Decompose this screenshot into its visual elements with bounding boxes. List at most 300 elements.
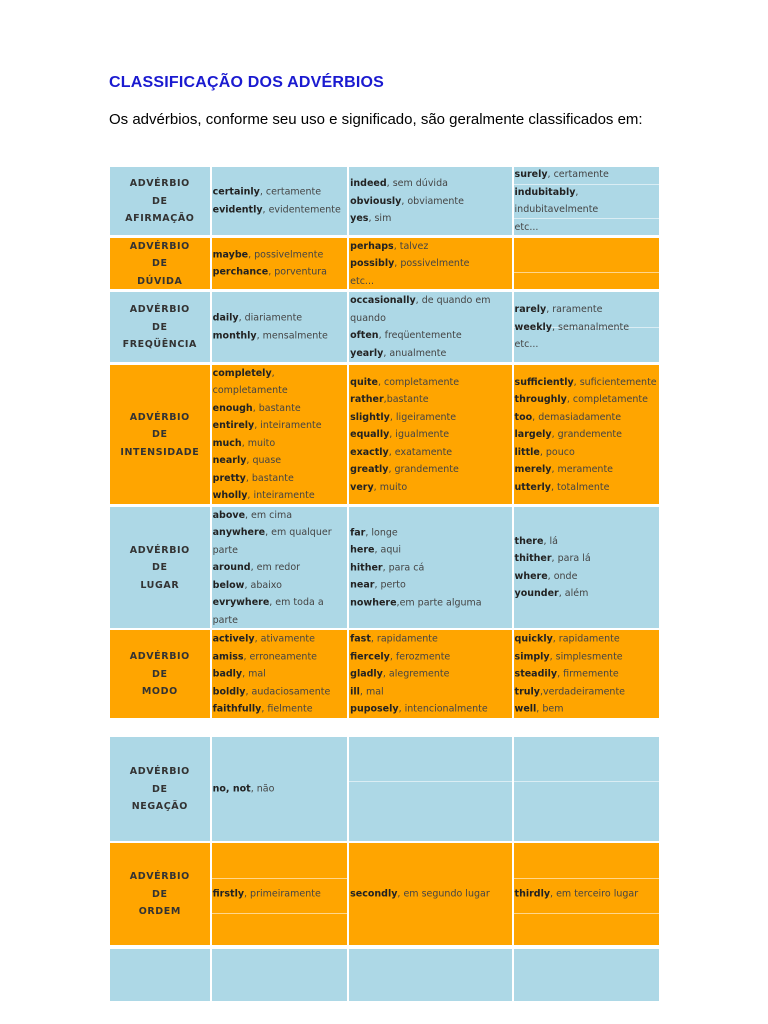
adverb-list bbox=[515, 533, 659, 603]
adverb-entry bbox=[213, 594, 348, 628]
adverb-meaning: , para lá bbox=[551, 553, 591, 564]
adverb-word: thirdly bbox=[514, 888, 551, 900]
adverb-word: exactly bbox=[350, 446, 389, 458]
adverb-meaning: , completamente bbox=[566, 393, 648, 405]
adverb-word: puposely bbox=[350, 703, 399, 715]
adverb-word: maybe bbox=[212, 249, 249, 260]
adverb-meaning: , rapidamente bbox=[552, 633, 620, 645]
category-label-line: NEGAÇÃO bbox=[131, 800, 188, 812]
category-cell bbox=[110, 238, 210, 289]
adverb-word: yes bbox=[350, 212, 369, 224]
adverb-entry bbox=[350, 408, 511, 426]
adverb-entry bbox=[213, 780, 348, 798]
adverb-meaning: , muito bbox=[241, 437, 276, 449]
adverb-word: greatly bbox=[350, 463, 389, 475]
adverb-word: below bbox=[212, 579, 245, 591]
adverb-meaning: , evidentemente bbox=[262, 204, 341, 215]
adverb-meaning: , certamente bbox=[547, 169, 609, 180]
adverb-meaning: , firmemente bbox=[557, 668, 619, 680]
adverb-meaning: , ligeiramente bbox=[389, 411, 457, 423]
category-label-line: LUGAR bbox=[140, 579, 180, 591]
adverb-meaning: , onde bbox=[547, 570, 578, 582]
adverb-meaning: , intencionalmente bbox=[398, 703, 488, 715]
adverb-word: anywhere bbox=[212, 526, 266, 538]
adverb-cell bbox=[212, 167, 348, 235]
adverb-word: ill bbox=[350, 685, 360, 697]
adverb-list bbox=[515, 373, 659, 496]
adverb-word: enough bbox=[212, 402, 253, 414]
adverb-cell bbox=[212, 238, 348, 289]
adverb-entry bbox=[515, 885, 659, 903]
adverb-word: there bbox=[514, 535, 544, 547]
adverb-meaning: , longe bbox=[365, 526, 398, 538]
adverb-cell bbox=[514, 737, 659, 841]
adverb-word: well bbox=[514, 703, 537, 715]
adverb-meaning: etc... bbox=[514, 338, 539, 350]
adverb-word: where bbox=[514, 570, 548, 582]
adverb-word: rather bbox=[350, 393, 384, 405]
adverb-cell bbox=[349, 843, 511, 945]
adverb-meaning: , grandemente bbox=[388, 463, 459, 475]
adverb-cell bbox=[212, 630, 348, 718]
adverb-meaning: ,em parte alguma bbox=[396, 596, 482, 608]
adverb-meaning: , anualmente bbox=[383, 347, 447, 359]
adverb-word: daily bbox=[212, 312, 239, 324]
adverb-entry bbox=[350, 373, 511, 391]
adverb-meaning: , porventura bbox=[268, 266, 327, 278]
adverb-list bbox=[350, 524, 511, 612]
adverb-cell bbox=[212, 843, 348, 945]
adverb-list bbox=[213, 780, 348, 798]
adverb-entry bbox=[213, 201, 348, 219]
cell-divider bbox=[514, 272, 659, 273]
adverb-meaning: etc... bbox=[514, 221, 539, 233]
adverb-entry bbox=[515, 318, 659, 336]
table-row bbox=[110, 238, 659, 289]
adverb-meaning: , lá bbox=[543, 535, 558, 547]
adverb-meaning: , ativamente bbox=[254, 633, 315, 645]
category-cell bbox=[110, 292, 210, 362]
adverb-meaning: , freqüentemente bbox=[378, 330, 462, 341]
adverb-entry bbox=[213, 246, 348, 264]
cell-divider bbox=[514, 913, 659, 914]
adverb-cell bbox=[212, 507, 348, 628]
adverb-cell bbox=[514, 292, 659, 362]
category-cell bbox=[110, 507, 210, 628]
adverb-entry bbox=[515, 665, 659, 683]
adverb-cell bbox=[349, 737, 511, 841]
adverb-word: fast bbox=[350, 633, 371, 645]
adverb-meaning: , semanalmente bbox=[551, 321, 630, 333]
adverb-meaning: , bem bbox=[536, 703, 564, 715]
adverb-entry bbox=[213, 683, 348, 701]
adverb-meaning: , totalmente bbox=[550, 481, 610, 493]
adverb-word: above bbox=[212, 509, 246, 521]
category-label-line: DE bbox=[152, 783, 168, 795]
adverb-word: indubitably bbox=[514, 186, 576, 198]
adverb-meaning: , mal bbox=[359, 685, 384, 697]
category-cell bbox=[110, 737, 210, 841]
category-label-line: AFIRMAÇÃO bbox=[125, 212, 195, 224]
adverb-entry bbox=[350, 238, 511, 255]
adverb-word: often bbox=[350, 330, 379, 341]
cell-divider bbox=[349, 781, 511, 782]
adverb-meaning: , abaixo bbox=[244, 579, 282, 591]
adverb-entry bbox=[515, 408, 659, 426]
adverb-entry bbox=[350, 559, 511, 577]
adverb-word: rarely bbox=[514, 303, 547, 315]
adverb-word: secondly bbox=[350, 888, 398, 900]
adverb-meaning: , bastante bbox=[245, 472, 294, 484]
adverb-meaning: , certamente bbox=[259, 186, 322, 198]
category-label-line: DE bbox=[152, 257, 168, 269]
adverb-entry bbox=[213, 487, 348, 504]
adverb-meaning: , em cima bbox=[245, 509, 293, 521]
adverb-entry bbox=[515, 568, 659, 586]
adverb-entry bbox=[515, 478, 659, 496]
category-label bbox=[110, 541, 210, 594]
adverb-cell bbox=[212, 365, 348, 504]
adverb-word: around bbox=[212, 561, 251, 573]
category-label-line: ADVÉRBIO bbox=[129, 411, 190, 423]
adverb-meaning: indubitavelmente bbox=[514, 204, 599, 215]
adverb-entry bbox=[350, 292, 511, 327]
adverb-meaning: , quase bbox=[246, 455, 282, 466]
adverb-meaning: , fielmente bbox=[261, 703, 313, 715]
category-label-line: DE bbox=[152, 428, 168, 440]
adverb-meaning: , muito bbox=[373, 481, 408, 493]
adverb-word: here bbox=[350, 544, 375, 556]
adverb-meaning: , além bbox=[558, 588, 589, 599]
adverb-meaning: , ferozmente bbox=[389, 650, 451, 662]
adverb-cell bbox=[514, 365, 659, 504]
adverb-cell bbox=[212, 737, 348, 841]
adverb-meaning: , rapidamente bbox=[370, 633, 438, 645]
adverb-meaning: , talvez bbox=[393, 240, 429, 252]
category-label-line: ADVÉRBIO bbox=[129, 650, 190, 662]
adverb-entry bbox=[515, 461, 659, 479]
adverb-word: merely bbox=[514, 463, 552, 475]
adverb-word: gladly bbox=[350, 668, 383, 680]
table-row bbox=[110, 949, 659, 1001]
adverb-entry bbox=[515, 683, 659, 701]
adverb-entry bbox=[515, 201, 659, 219]
adverb-entry bbox=[350, 648, 511, 666]
adverb-entry bbox=[350, 576, 511, 594]
adverb-entry bbox=[350, 272, 511, 289]
adverb-word: truly bbox=[514, 685, 540, 697]
adverb-entry bbox=[213, 184, 348, 202]
cell-divider bbox=[514, 781, 659, 782]
category-cell bbox=[110, 843, 210, 945]
adverb-entry bbox=[350, 426, 511, 444]
adverb-list bbox=[515, 301, 659, 354]
category-label-line: ADVÉRBIO bbox=[129, 240, 190, 252]
adverb-entry bbox=[213, 648, 348, 666]
adverb-word: actively bbox=[212, 633, 255, 645]
cell-divider bbox=[212, 913, 348, 914]
adverb-entry bbox=[213, 665, 348, 683]
category-label-line: DE bbox=[152, 561, 168, 573]
adverb-word: nearly bbox=[212, 455, 247, 466]
category-cell bbox=[110, 949, 210, 1001]
cell-divider bbox=[212, 878, 348, 879]
category-cell bbox=[110, 630, 210, 718]
adverb-word: possibly bbox=[350, 257, 395, 269]
category-label-line: DÚVIDA bbox=[137, 275, 183, 287]
adverb-word: evrywhere bbox=[212, 596, 270, 608]
adverb-word: fiercely bbox=[350, 650, 390, 662]
adverb-entry bbox=[515, 219, 659, 236]
adverb-cell bbox=[514, 238, 659, 289]
adverb-cell bbox=[212, 949, 348, 1001]
adverb-entry bbox=[350, 700, 511, 718]
adverb-word: simply bbox=[514, 650, 550, 662]
adverb-word: indeed bbox=[350, 177, 387, 189]
adverb-word: sufficiently bbox=[514, 376, 574, 388]
table-row bbox=[110, 167, 659, 235]
table-row bbox=[110, 365, 659, 504]
adverb-entry bbox=[213, 576, 348, 594]
adverb-entry bbox=[213, 327, 348, 345]
adverb-cell bbox=[349, 167, 511, 235]
adverb-meaning: , de quando em quando bbox=[350, 295, 491, 324]
adverb-word: younder bbox=[514, 588, 559, 599]
category-label bbox=[110, 763, 210, 816]
adverb-word: very bbox=[350, 481, 374, 493]
adverb-meaning: , meramente bbox=[551, 463, 614, 475]
adverb-entry bbox=[515, 648, 659, 666]
adverb-meaning: , em qualquer parte bbox=[212, 526, 332, 556]
adverb-entry bbox=[213, 435, 348, 453]
adverb-list bbox=[515, 167, 659, 235]
adverb-meaning: , obviamente bbox=[401, 195, 464, 207]
adverb-cell bbox=[514, 630, 659, 718]
adverb-list bbox=[213, 310, 348, 345]
adverb-list bbox=[213, 507, 348, 628]
adverb-word: largely bbox=[514, 428, 552, 440]
adverb-word: quickly bbox=[514, 633, 553, 645]
adverb-meaning: , não bbox=[250, 783, 275, 795]
adverb-word: boldly bbox=[212, 685, 246, 697]
adverb-entry bbox=[213, 417, 348, 435]
adverb-word: perchance bbox=[212, 266, 269, 278]
adverb-list bbox=[350, 885, 511, 903]
adverb-entry bbox=[350, 255, 511, 273]
adverb-cell bbox=[349, 630, 511, 718]
adverb-word: occasionally bbox=[350, 295, 416, 306]
adverb-meaning: , mensalmente bbox=[256, 330, 328, 341]
adverb-list bbox=[213, 246, 348, 281]
adverb-cell bbox=[514, 507, 659, 628]
adverb-entry bbox=[213, 507, 348, 524]
adverb-entry bbox=[350, 345, 511, 363]
adverb-meaning: , diariamente bbox=[238, 312, 303, 324]
adverb-entry bbox=[350, 461, 511, 479]
adverb-meaning: , perto bbox=[374, 579, 406, 591]
adverb-word: faithfully bbox=[212, 703, 262, 715]
adverb-word: equally bbox=[350, 428, 390, 440]
adverb-entry bbox=[213, 400, 348, 418]
category-label-line: ADVÉRBIO bbox=[129, 870, 190, 882]
adverb-word: throughly bbox=[514, 393, 567, 405]
adverb-meaning: , possivelmente bbox=[248, 249, 324, 260]
adverb-word: entirely bbox=[212, 420, 255, 431]
category-label-line: INTENSIDADE bbox=[120, 446, 200, 458]
adverb-cell bbox=[514, 167, 659, 235]
adverb-entry bbox=[350, 210, 511, 228]
adverb-word: evidently bbox=[212, 204, 263, 215]
adverb-meaning: , bastante bbox=[252, 402, 301, 414]
category-label-line: ADVÉRBIO bbox=[129, 177, 190, 189]
category-label-line: ADVÉRBIO bbox=[129, 303, 190, 315]
adverb-meaning: , inteiramente bbox=[247, 490, 315, 501]
adverb-entry bbox=[213, 365, 348, 400]
adverb-entry bbox=[213, 452, 348, 470]
adverb-entry bbox=[350, 443, 511, 461]
adverb-meaning: , primeiramente bbox=[244, 888, 321, 900]
adverb-list bbox=[515, 630, 659, 718]
table-row bbox=[110, 630, 659, 718]
adverb-meaning: , exatamente bbox=[388, 446, 453, 458]
adverb-meaning: , mal bbox=[242, 668, 266, 680]
category-cell bbox=[110, 365, 210, 504]
adverb-meaning: , simplesmente bbox=[549, 650, 623, 662]
adverb-entry bbox=[350, 192, 511, 210]
adverb-list bbox=[213, 184, 348, 219]
category-label bbox=[110, 301, 210, 354]
adverb-entry bbox=[213, 524, 348, 559]
adverb-meaning: , completamente bbox=[212, 367, 288, 396]
table-row bbox=[110, 843, 659, 945]
category-label-line: ADVÉRBIO bbox=[129, 544, 190, 556]
adverb-word: steadily bbox=[514, 668, 558, 680]
page-title: CLASSIFICAÇÃO DOS ADVÉRBIOS bbox=[109, 74, 385, 91]
adverb-word: perhaps bbox=[350, 240, 394, 252]
adverb-word: obviously bbox=[350, 195, 402, 207]
adverb-meaning: , inteiramente bbox=[254, 420, 322, 431]
adverb-word: little bbox=[514, 446, 540, 458]
adverb-entry bbox=[350, 665, 511, 683]
adverb-meaning: , bbox=[575, 186, 579, 198]
adverb-cell bbox=[212, 292, 348, 362]
adverb-word: yearly bbox=[350, 347, 384, 359]
table-row bbox=[110, 507, 659, 628]
adverb-list bbox=[350, 292, 511, 362]
adverb-word: utterly bbox=[514, 481, 551, 493]
table-row bbox=[110, 292, 659, 362]
adverb-word: hither bbox=[350, 561, 383, 573]
adverb-meaning: , completamente bbox=[377, 376, 460, 388]
category-label-line: DE bbox=[152, 668, 168, 680]
adverb-cell bbox=[514, 949, 659, 1001]
adverb-word: near bbox=[350, 579, 375, 591]
adverb-entry bbox=[515, 533, 659, 551]
adverb-entry bbox=[213, 264, 348, 282]
adverb-entry bbox=[213, 700, 348, 718]
category-label-line: MODO bbox=[141, 685, 178, 697]
adverb-meaning: , em terceiro lugar bbox=[550, 888, 639, 900]
adverb-meaning: , em redor bbox=[250, 561, 301, 573]
adverb-cell bbox=[349, 949, 511, 1001]
adverb-meaning: , grandemente bbox=[551, 428, 622, 440]
adverb-word: thither bbox=[514, 553, 552, 564]
adverb-entry bbox=[515, 426, 659, 444]
adverb-meaning: , para cá bbox=[382, 561, 425, 573]
adverb-list bbox=[350, 630, 511, 718]
category-label bbox=[110, 175, 210, 228]
adverb-entry bbox=[350, 541, 511, 559]
adverb-list bbox=[350, 175, 511, 228]
adverb-entry bbox=[213, 310, 348, 328]
cell-divider bbox=[514, 878, 659, 879]
adverb-meaning: , pouco bbox=[539, 446, 575, 458]
adverb-list bbox=[515, 885, 659, 903]
adverb-word: badly bbox=[212, 668, 243, 680]
adverb-entry bbox=[213, 470, 348, 488]
table-row bbox=[110, 737, 659, 841]
adverb-list bbox=[350, 238, 511, 289]
adverb-entry bbox=[515, 391, 659, 409]
adverb-meaning: , raramente bbox=[546, 303, 603, 315]
adverb-word: much bbox=[212, 437, 242, 449]
adverb-word: amiss bbox=[212, 650, 244, 662]
adverb-word: slightly bbox=[350, 411, 390, 423]
adverb-entry bbox=[350, 478, 511, 496]
category-label bbox=[110, 648, 210, 701]
adverb-meaning: , possivelmente bbox=[394, 257, 470, 269]
adverb-entry bbox=[515, 167, 659, 184]
adverb-meaning: etc... bbox=[350, 275, 374, 287]
adverb-word: firstly bbox=[212, 888, 245, 900]
adverb-entry bbox=[515, 443, 659, 461]
adverb-entry bbox=[515, 301, 659, 319]
adverb-meaning: , audaciosamente bbox=[245, 685, 331, 697]
adverb-cell bbox=[349, 292, 511, 362]
adverb-entry bbox=[350, 683, 511, 701]
adverb-word: wholly bbox=[212, 490, 248, 501]
adverb-entry bbox=[350, 175, 511, 193]
adverb-entry bbox=[515, 630, 659, 648]
adverb-word: far bbox=[350, 526, 366, 538]
adverb-entry bbox=[350, 327, 511, 345]
adverb-entry bbox=[350, 885, 511, 903]
adverb-cell bbox=[349, 507, 511, 628]
adverb-meaning: , aqui bbox=[374, 544, 402, 556]
adverb-list bbox=[213, 630, 348, 718]
adverb-cell bbox=[349, 238, 511, 289]
adverb-entry bbox=[515, 585, 659, 603]
adverb-entry bbox=[515, 550, 659, 568]
adverb-meaning: , demasiadamente bbox=[532, 411, 622, 423]
intro-paragraph: Os advérbios, conforme seu uso e significado, são geralmente classificados em: bbox=[109, 111, 643, 128]
adverb-entry bbox=[515, 700, 659, 718]
adverb-word: nowhere bbox=[350, 596, 397, 608]
adverb-entry bbox=[213, 630, 348, 648]
adverb-meaning: , suficientemente bbox=[573, 376, 657, 388]
adverb-entry bbox=[213, 559, 348, 577]
adverb-word: weekly bbox=[514, 321, 552, 333]
adverb-entry bbox=[213, 885, 348, 903]
adverb-entry bbox=[350, 524, 511, 542]
adverb-meaning: , igualmente bbox=[389, 428, 450, 440]
adverb-meaning: , sim bbox=[368, 212, 392, 224]
adverb-meaning: , em segundo lugar bbox=[397, 888, 490, 900]
category-label-line: DE bbox=[152, 321, 168, 333]
adverb-entry bbox=[350, 391, 511, 409]
adverb-word: no, not bbox=[212, 783, 251, 795]
adverb-entry bbox=[515, 336, 659, 354]
